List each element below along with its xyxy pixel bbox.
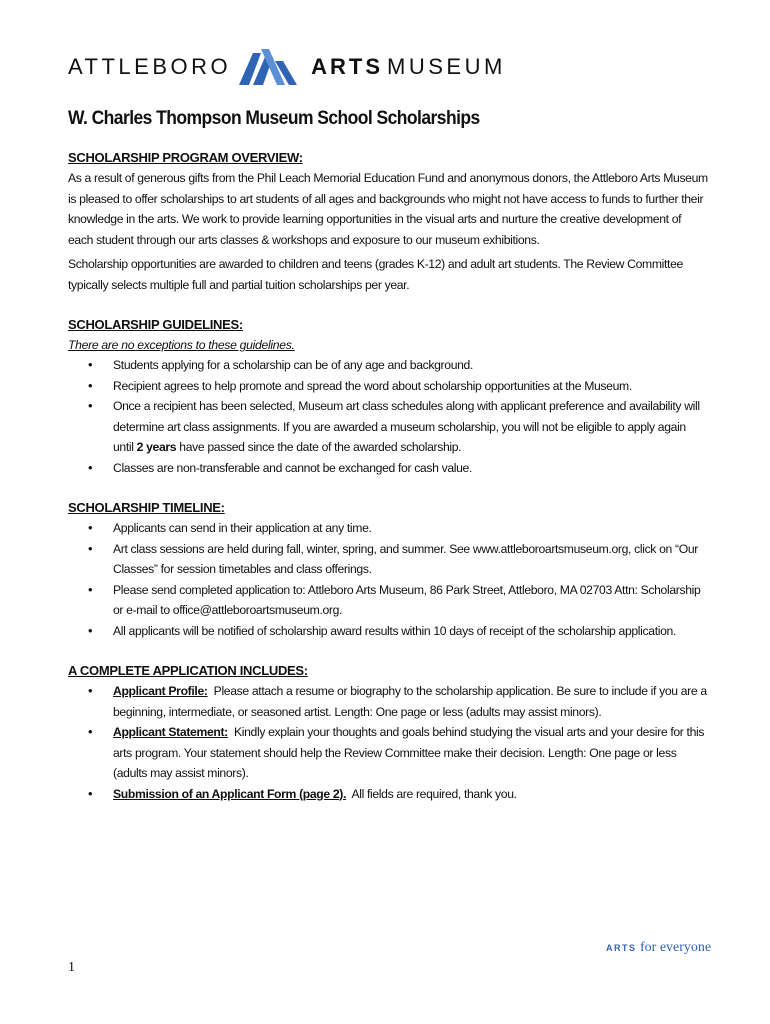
overview-section [68,150,708,295]
application-section [68,663,708,804]
list-item [113,722,708,784]
tagline-arts: ARTS [606,943,637,953]
list-item [113,396,708,458]
logo-word-arts: ARTS [311,54,384,79]
document-body [68,108,708,804]
applicant-form-label: Submission of an Applicant Form (page 2). [113,786,347,801]
logo-word-museum: MUSEUM [387,54,506,79]
page-title: W. Charles Thompson Museum School Scholarships [68,108,480,129]
guidelines-list [68,355,708,478]
list-item: • Applicants can send in their application at any time. [113,518,708,539]
attleboro-arts-museum-mark-icon [239,45,301,89]
arts-for-everyone-tagline [606,940,711,956]
application-list [68,681,708,804]
tagline-rest: for everyone [640,940,712,955]
applicant-statement-label: Applicant Statement: [113,725,228,739]
list-item: • Students applying for a scholarship can be of any age and background. [113,355,708,376]
museum-logo [68,42,506,92]
overview-paragraph: Scholarship opportunities are awarded to children and teens (grades K-12) and adult art students. The Review Committee typically selects multiple full and partial tuition scholarships per year. [68,257,683,292]
timeline-section [68,500,708,641]
guidelines-heading: SCHOLARSHIP GUIDELINES: [68,317,243,332]
overview-paragraph: As a result of generous gifts from the Phil Leach Memorial Education Fund and anonymous donors, the Attleboro Arts Museum is pleased to offer scholarships to art students of all ages and backgrounds who might not have access to funds to further their knowledge in the arts. We work to provide learning opportunities in the visual arts and nurture the creative development of each student through our arts classes & workshops and exposure to our museum exhibitions. [68,171,708,247]
list-item: • Classes are non-transferable and cannot be exchanged for cash value. [113,458,708,479]
logo-word-attleboro: ATTLEBORO [68,54,232,79]
overview-heading: SCHOLARSHIP PROGRAM OVERVIEW: [68,150,303,165]
list-item: • Recipient agrees to help promote and spread the word about scholarship opportunities at the Museum. [113,376,708,397]
timeline-heading: SCHOLARSHIP TIMELINE: [68,500,225,515]
list-item-text: Please attach a resume or biography to the scholarship application. Be sure to include if you are a beginning, intermediate, or seasoned artist. Length: One page or less (adults may assist minors). [113,684,707,719]
list-item [113,681,708,722]
list-item-text: Kindly explain your thoughts and goals behind studying the visual arts and your desire for this arts program. Your statement should help the Review Committee make their decision. Length: One page or less (adults may assist minors). [113,725,705,780]
list-item: • All applicants will be notified of scholarship award results within 10 days of receipt of the scholarship application. [113,621,708,642]
list-item: • Art class sessions are held during fall, winter, spring, and summer. See www.attleboroartsmuseum.org, click on “Our Classes” for session timetables and class offerings. [113,539,708,580]
applicant-profile-label: Applicant Profile: [113,684,208,698]
guidelines-note: There are no exceptions to these guidelines. [68,338,295,352]
list-item-text: Once a recipient has been selected, Museum art class schedules along with applicant preference and availability will determine art class assignments. If you are awarded a museum scholarship, you will not be eligible to apply again until [113,399,700,454]
guidelines-section [68,317,708,478]
eligibility-period: 2 years [136,440,177,454]
timeline-list [68,518,708,641]
page-number: 1 [68,960,75,975]
list-item [113,784,708,805]
application-heading: A COMPLETE APPLICATION INCLUDES: [68,663,308,678]
list-item: • Please send completed application to: Attleboro Arts Museum, 86 Park Street, Attleboro, MA 02703 Attn: Scholarship or e-mail to office@attleboroartsmuseum.org. [113,580,708,621]
list-item-text: have passed since the date of the awarded scholarship. [179,440,462,454]
list-item-text: All fields are required, thank you. [351,786,517,801]
